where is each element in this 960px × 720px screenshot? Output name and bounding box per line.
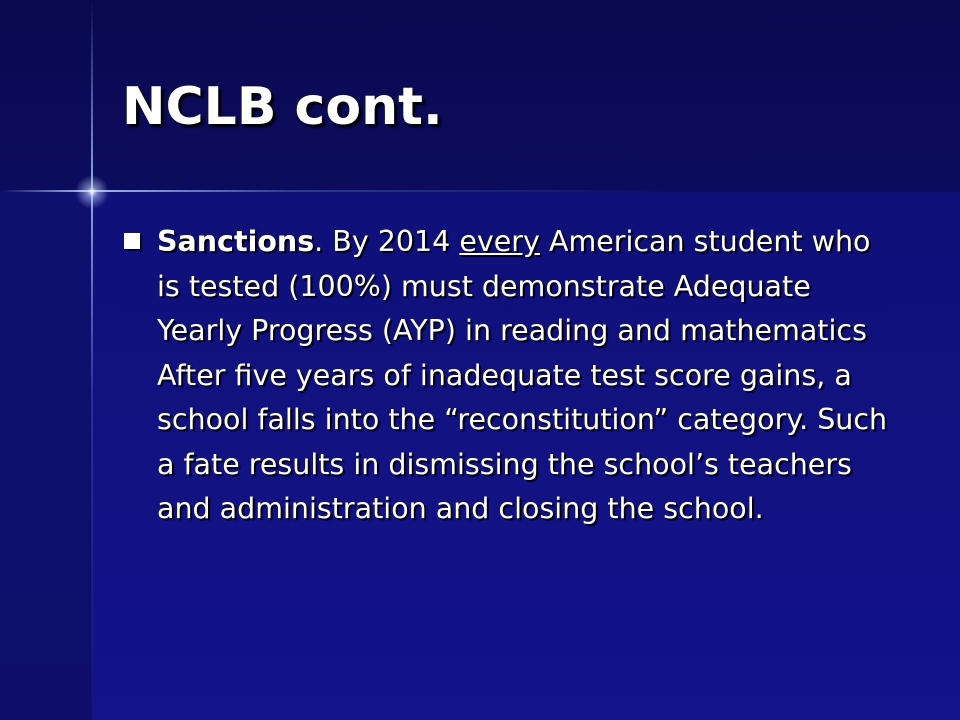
sparkle-star-icon — [72, 172, 112, 212]
horizontal-accent-line — [0, 190, 960, 192]
left-panel — [0, 192, 92, 720]
square-bullet-icon — [124, 233, 140, 249]
bullet-text-rest: American student who is tested (100%) must demonstrate Adequate Yearly Progress (AYP) in reading and mathematics After five years of inadequate test score gains, a school falls into the “reconstitution” category. Such a fate results in dismissing the school’s teachers and administration and closing the school. — [157, 225, 888, 525]
bullet-label: Sanctions — [157, 225, 315, 258]
underlined-word: every — [459, 225, 540, 258]
slide-title: NCLB cont. — [122, 77, 443, 137]
bullet-text — [157, 220, 890, 532]
vertical-accent-line — [91, 0, 93, 720]
bullet-item — [120, 220, 890, 532]
bullet-text-intro: . By 2014 — [314, 225, 460, 258]
